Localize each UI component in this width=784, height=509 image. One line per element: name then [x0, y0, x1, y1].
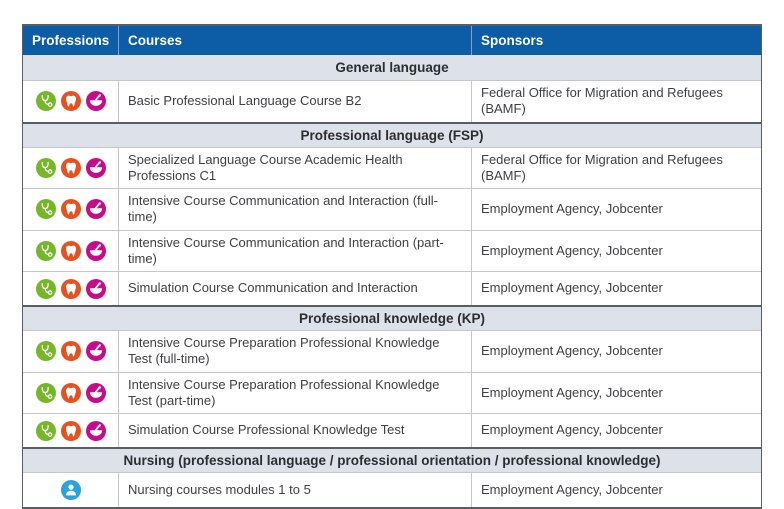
dentist-icon — [61, 383, 81, 403]
table-row — [23, 413, 761, 447]
table-row — [23, 473, 761, 507]
courses-table — [22, 24, 762, 509]
professions-cell — [23, 272, 118, 305]
sponsor-cell — [471, 373, 761, 414]
pharmacist-icon — [86, 199, 106, 219]
doctor-icon — [36, 279, 56, 299]
table-row — [23, 230, 761, 272]
nurse-icon — [61, 480, 81, 500]
table-row — [23, 271, 761, 305]
course-name: Simulation Course Professional Knowledge Test — [128, 422, 405, 438]
dentist-icon — [61, 279, 81, 299]
pharmacist-icon — [86, 241, 106, 261]
professions-cell — [23, 148, 118, 189]
course-cell — [118, 231, 471, 272]
table-header-row — [23, 26, 761, 55]
sponsor-name: Federal Office for Migration and Refugees (BAMF) — [481, 85, 723, 117]
course-cell — [118, 189, 471, 230]
table-row — [23, 188, 761, 230]
doctor-icon — [36, 241, 56, 261]
course-cell — [118, 272, 471, 305]
pharmacist-icon — [86, 341, 106, 361]
sponsor-name: Employment Agency, Jobcenter — [481, 201, 663, 217]
course-cell — [118, 331, 471, 372]
doctor-icon — [36, 421, 56, 441]
table-row — [23, 372, 761, 414]
sponsor-cell — [471, 81, 761, 122]
sponsor-name: Employment Agency, Jobcenter — [481, 422, 663, 438]
course-cell — [118, 148, 471, 189]
course-name: Basic Professional Language Course B2 — [128, 93, 362, 109]
course-name: Nursing courses modules 1 to 5 — [128, 481, 311, 497]
table-row — [23, 148, 761, 189]
course-name: Intensive Course Communication and Interaction (full-time) — [128, 193, 438, 225]
section-header-professional-knowledge — [23, 305, 761, 331]
table-row — [23, 81, 761, 122]
pharmacist-icon — [86, 91, 106, 111]
dentist-icon — [61, 421, 81, 441]
course-cell — [118, 473, 471, 507]
doctor-icon — [36, 199, 56, 219]
course-name: Intensive Course Communication and Interaction (part-time) — [128, 234, 444, 266]
section-title: Professional language (FSP) — [300, 127, 484, 143]
professions-cell — [23, 414, 118, 447]
section-title: General language — [335, 60, 449, 75]
sponsor-cell — [471, 473, 761, 507]
dentist-icon — [61, 241, 81, 261]
course-name: Intensive Course Preparation Professional Knowledge Test (full-time) — [128, 335, 440, 367]
section-header-general-language — [23, 55, 761, 81]
sponsor-name: Employment Agency, Jobcenter — [481, 384, 663, 400]
pharmacist-icon — [86, 279, 106, 299]
pharmacist-icon — [86, 421, 106, 441]
dentist-icon — [61, 199, 81, 219]
professions-cell — [23, 473, 118, 507]
course-name: Specialized Language Course Academic Health Professions C1 — [128, 151, 403, 183]
dentist-icon — [61, 91, 81, 111]
sponsor-name: Federal Office for Migration and Refugees (BAMF) — [481, 151, 723, 183]
doctor-icon — [36, 383, 56, 403]
sponsor-name: Employment Agency, Jobcenter — [481, 481, 663, 497]
course-cell — [118, 414, 471, 447]
dentist-icon — [61, 341, 81, 361]
doctor-icon — [36, 91, 56, 111]
column-header-sponsors: Sponsors — [471, 26, 761, 55]
course-name: Simulation Course Communication and Interaction — [128, 280, 418, 296]
section-header-nursing — [23, 447, 761, 473]
doctor-icon — [36, 341, 56, 361]
doctor-icon — [36, 158, 56, 178]
course-cell — [118, 81, 471, 122]
pharmacist-icon — [86, 158, 106, 178]
professions-cell — [23, 81, 118, 122]
section-title: Professional knowledge (KP) — [298, 311, 486, 326]
professions-cell — [23, 331, 118, 372]
professions-cell — [23, 189, 118, 230]
sponsor-cell — [471, 148, 761, 189]
sponsor-cell — [471, 189, 761, 230]
professions-cell — [23, 231, 118, 272]
course-name: Intensive Course Preparation Professional Knowledge Test (part-time) — [128, 376, 440, 408]
table-row — [23, 331, 761, 372]
sponsor-name: Employment Agency, Jobcenter — [481, 280, 663, 296]
section-header-professional-language — [23, 122, 761, 148]
column-header-courses: Courses — [118, 26, 471, 55]
sponsor-cell — [471, 331, 761, 372]
sponsor-cell — [471, 231, 761, 272]
column-header-professions: Professions — [32, 33, 110, 48]
sponsor-name: Employment Agency, Jobcenter — [481, 242, 663, 258]
course-cell — [118, 373, 471, 414]
sponsor-name: Employment Agency, Jobcenter — [481, 343, 663, 359]
pharmacist-icon — [86, 383, 106, 403]
sponsor-cell — [471, 272, 761, 305]
section-title: Nursing (professional language / professional orientation / professional knowledge) — [123, 453, 661, 468]
dentist-icon — [61, 158, 81, 178]
professions-cell — [23, 373, 118, 414]
sponsor-cell — [471, 414, 761, 447]
